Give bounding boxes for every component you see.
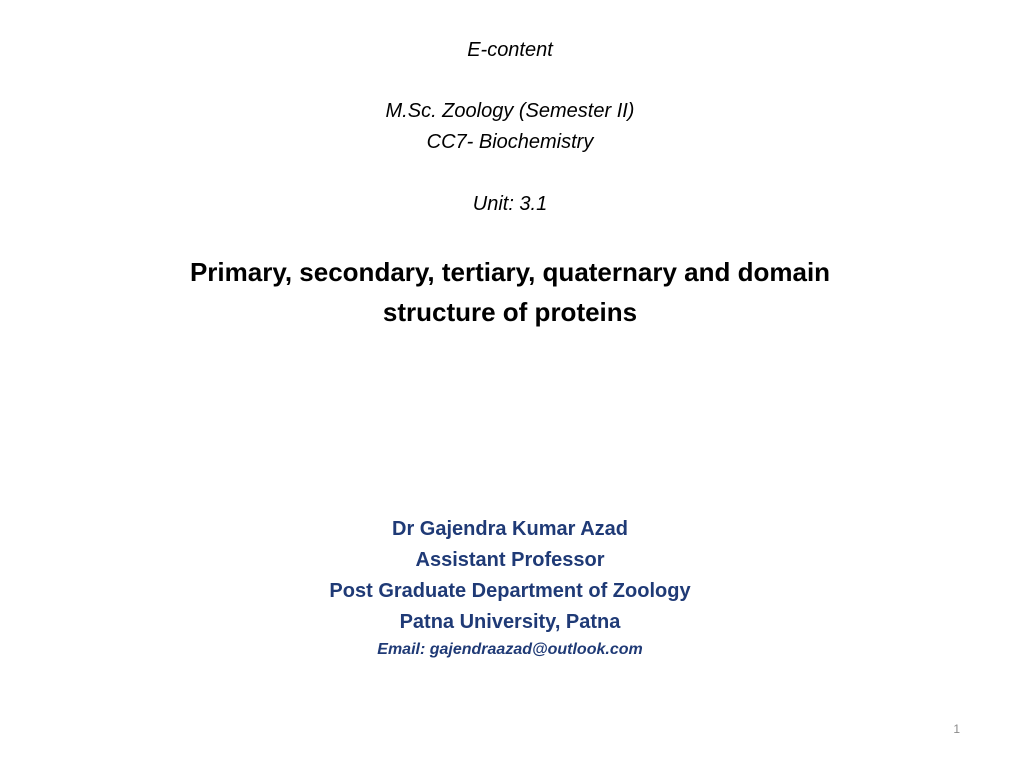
author-designation: Assistant Professor (415, 549, 605, 571)
course-info-block (0, 96, 1020, 158)
econtent-label: E-content (467, 39, 553, 61)
slide-title (110, 252, 910, 332)
unit-block (0, 189, 1020, 220)
author-name: Dr Gajendra Kumar Azad (392, 518, 628, 540)
slide-title-line-1: Primary, secondary, tertiary, quaternary and domain (189, 257, 831, 287)
author-info (0, 514, 1020, 662)
econtent-label-block (0, 35, 1020, 66)
slide-title-line-2: structure of proteins (382, 297, 638, 327)
author-department: Post Graduate Department of Zoology (329, 580, 691, 602)
author-university: Patna University, Patna (399, 611, 621, 633)
slide-number: 1 (953, 722, 960, 736)
paper-name: CC7- Biochemistry (426, 131, 594, 153)
unit-label: Unit: 3.1 (472, 193, 548, 215)
author-email: Email: gajendraazad@outlook.com (377, 641, 643, 658)
course-name: M.Sc. Zoology (Semester II) (385, 100, 635, 122)
